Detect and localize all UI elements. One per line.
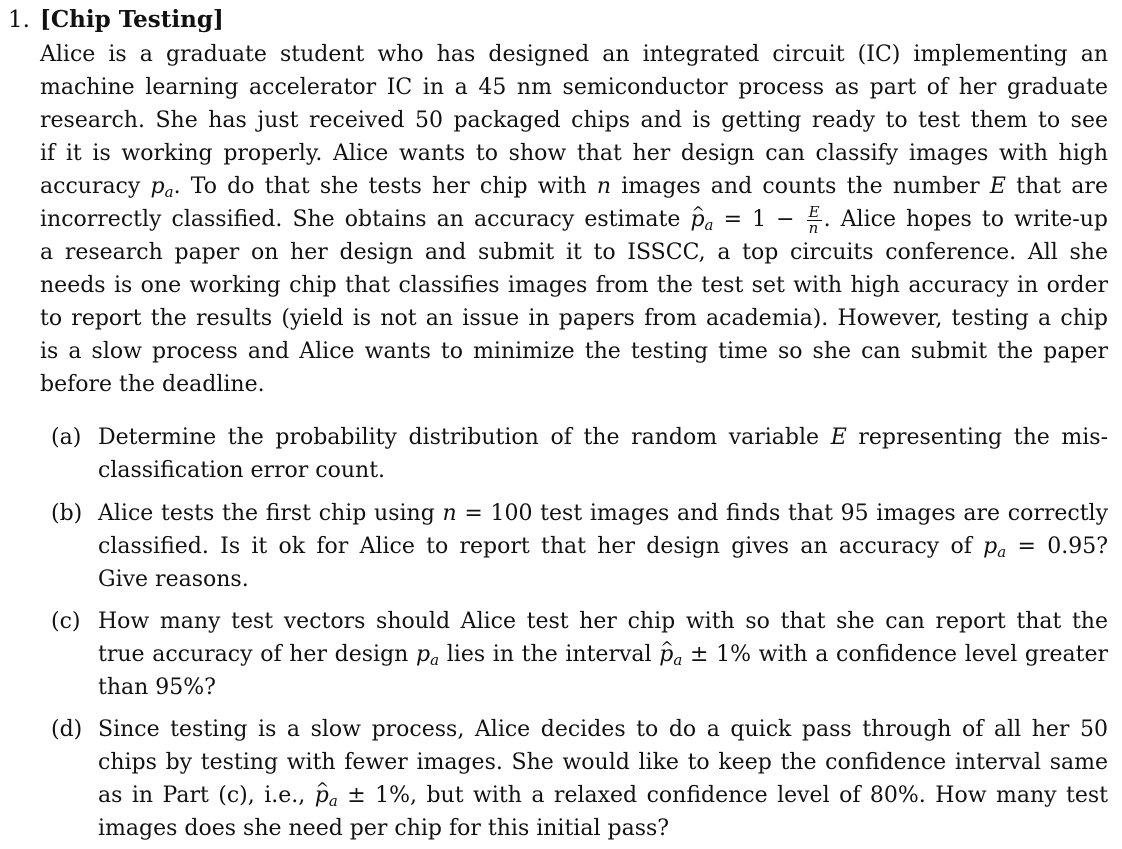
intro-line: is a slow process and Alice wants to minimize the testing time so she can submit the paper [40,339,1108,364]
intro-line: research. She has just received 50 packaged chips and is getting ready to test them to see [40,108,1108,133]
problem-title: [Chip Testing] [39,6,224,33]
part-line: chips by testing with fewer images. She would like to keep the confidence interval same [98,750,1108,775]
part-line: Alice tests the first chip using n = 100 test images and finds that 95 images are correctly [98,501,1108,526]
intro-line: machine learning accelerator IC in a 45 nm semiconductor process as part of her graduate [40,75,1108,100]
intro-text: incorrectly classified. She obtains an accuracy estimate [40,207,681,232]
math-p-a: $p_a$ [983,534,1007,561]
part-line: than 95%? [98,675,216,700]
part-line: images does she need per chip for this initial pass? [98,816,670,841]
math-fraction-E-over-n: $\frac{E}{n}$ [808,202,820,237]
math-p-a-hat: ^ $p_a$ [659,642,682,667]
part-label: (c) [51,609,81,634]
math-n: n [596,174,611,199]
part-line: Determine the probability distribution of the random variable E representing the mis- [98,425,1109,450]
intro-line: to report the results (yield is not an issue in papers from academia). However, testing a chip [40,306,1108,331]
intro-line: needs is one working chip that classifies images from the test set with high accuracy in order [40,273,1108,298]
part-line: classified. Is it ok for Alice to report that her design gives an accuracy of $p_a = 0.95$? [98,534,1108,561]
part-label: (d) [51,717,83,742]
part-line: true accuracy of her design $p_a$ lies in the interval ^ $p_a \pm 1\%$ with a confidence level greater [98,638,1108,677]
part-label: (b) [51,501,83,526]
problem-number: 1. [8,7,30,33]
math-p-a-hat: ^ $p_a$ [690,207,713,232]
part-line: classification error count. [98,458,386,483]
part-label: (a) [51,425,82,450]
math-p-a-hat: ^ $p_a$ [315,783,338,808]
part-line: Give reasons. [98,567,249,592]
math-E: E [989,174,1006,199]
math-n: n [442,501,457,526]
intro-text: that are [1016,174,1108,199]
intro-text: = 1 − [723,207,795,232]
intro-text: . Alice hopes to write-up [823,207,1108,232]
intro-text: images and counts the number [621,174,980,199]
intro-line: a research paper on her design and submit it to ISSCC, a top circuits conference. All she [40,240,1108,265]
intro-line: if it is working properly. Alice wants to show that her design can classify images with high [40,141,1108,166]
intro-text: . To do that she tests her chip with [173,174,587,199]
math-p-a: $p_a$ [416,642,440,669]
intro-line: Alice is a graduate student who has designed an integrated circuit (IC) implementing an [40,42,1108,67]
part-line: How many test vectors should Alice test her chip with so that she can report that the [98,609,1108,634]
part-line: as in Part (c), i.e., ^ $p_a \pm 1\%$, but with a relaxed confidence level of 80%. How many test [98,779,1108,818]
math-p-a: $p_a$ [150,174,174,201]
part-line: Since testing is a slow process, Alice decides to do a quick pass through of all her 50 [98,717,1108,742]
problem-header [8,3,224,37]
intro-text: accuracy [40,174,141,199]
math-E: E [830,425,847,450]
intro-line: before the deadline. [40,372,265,397]
